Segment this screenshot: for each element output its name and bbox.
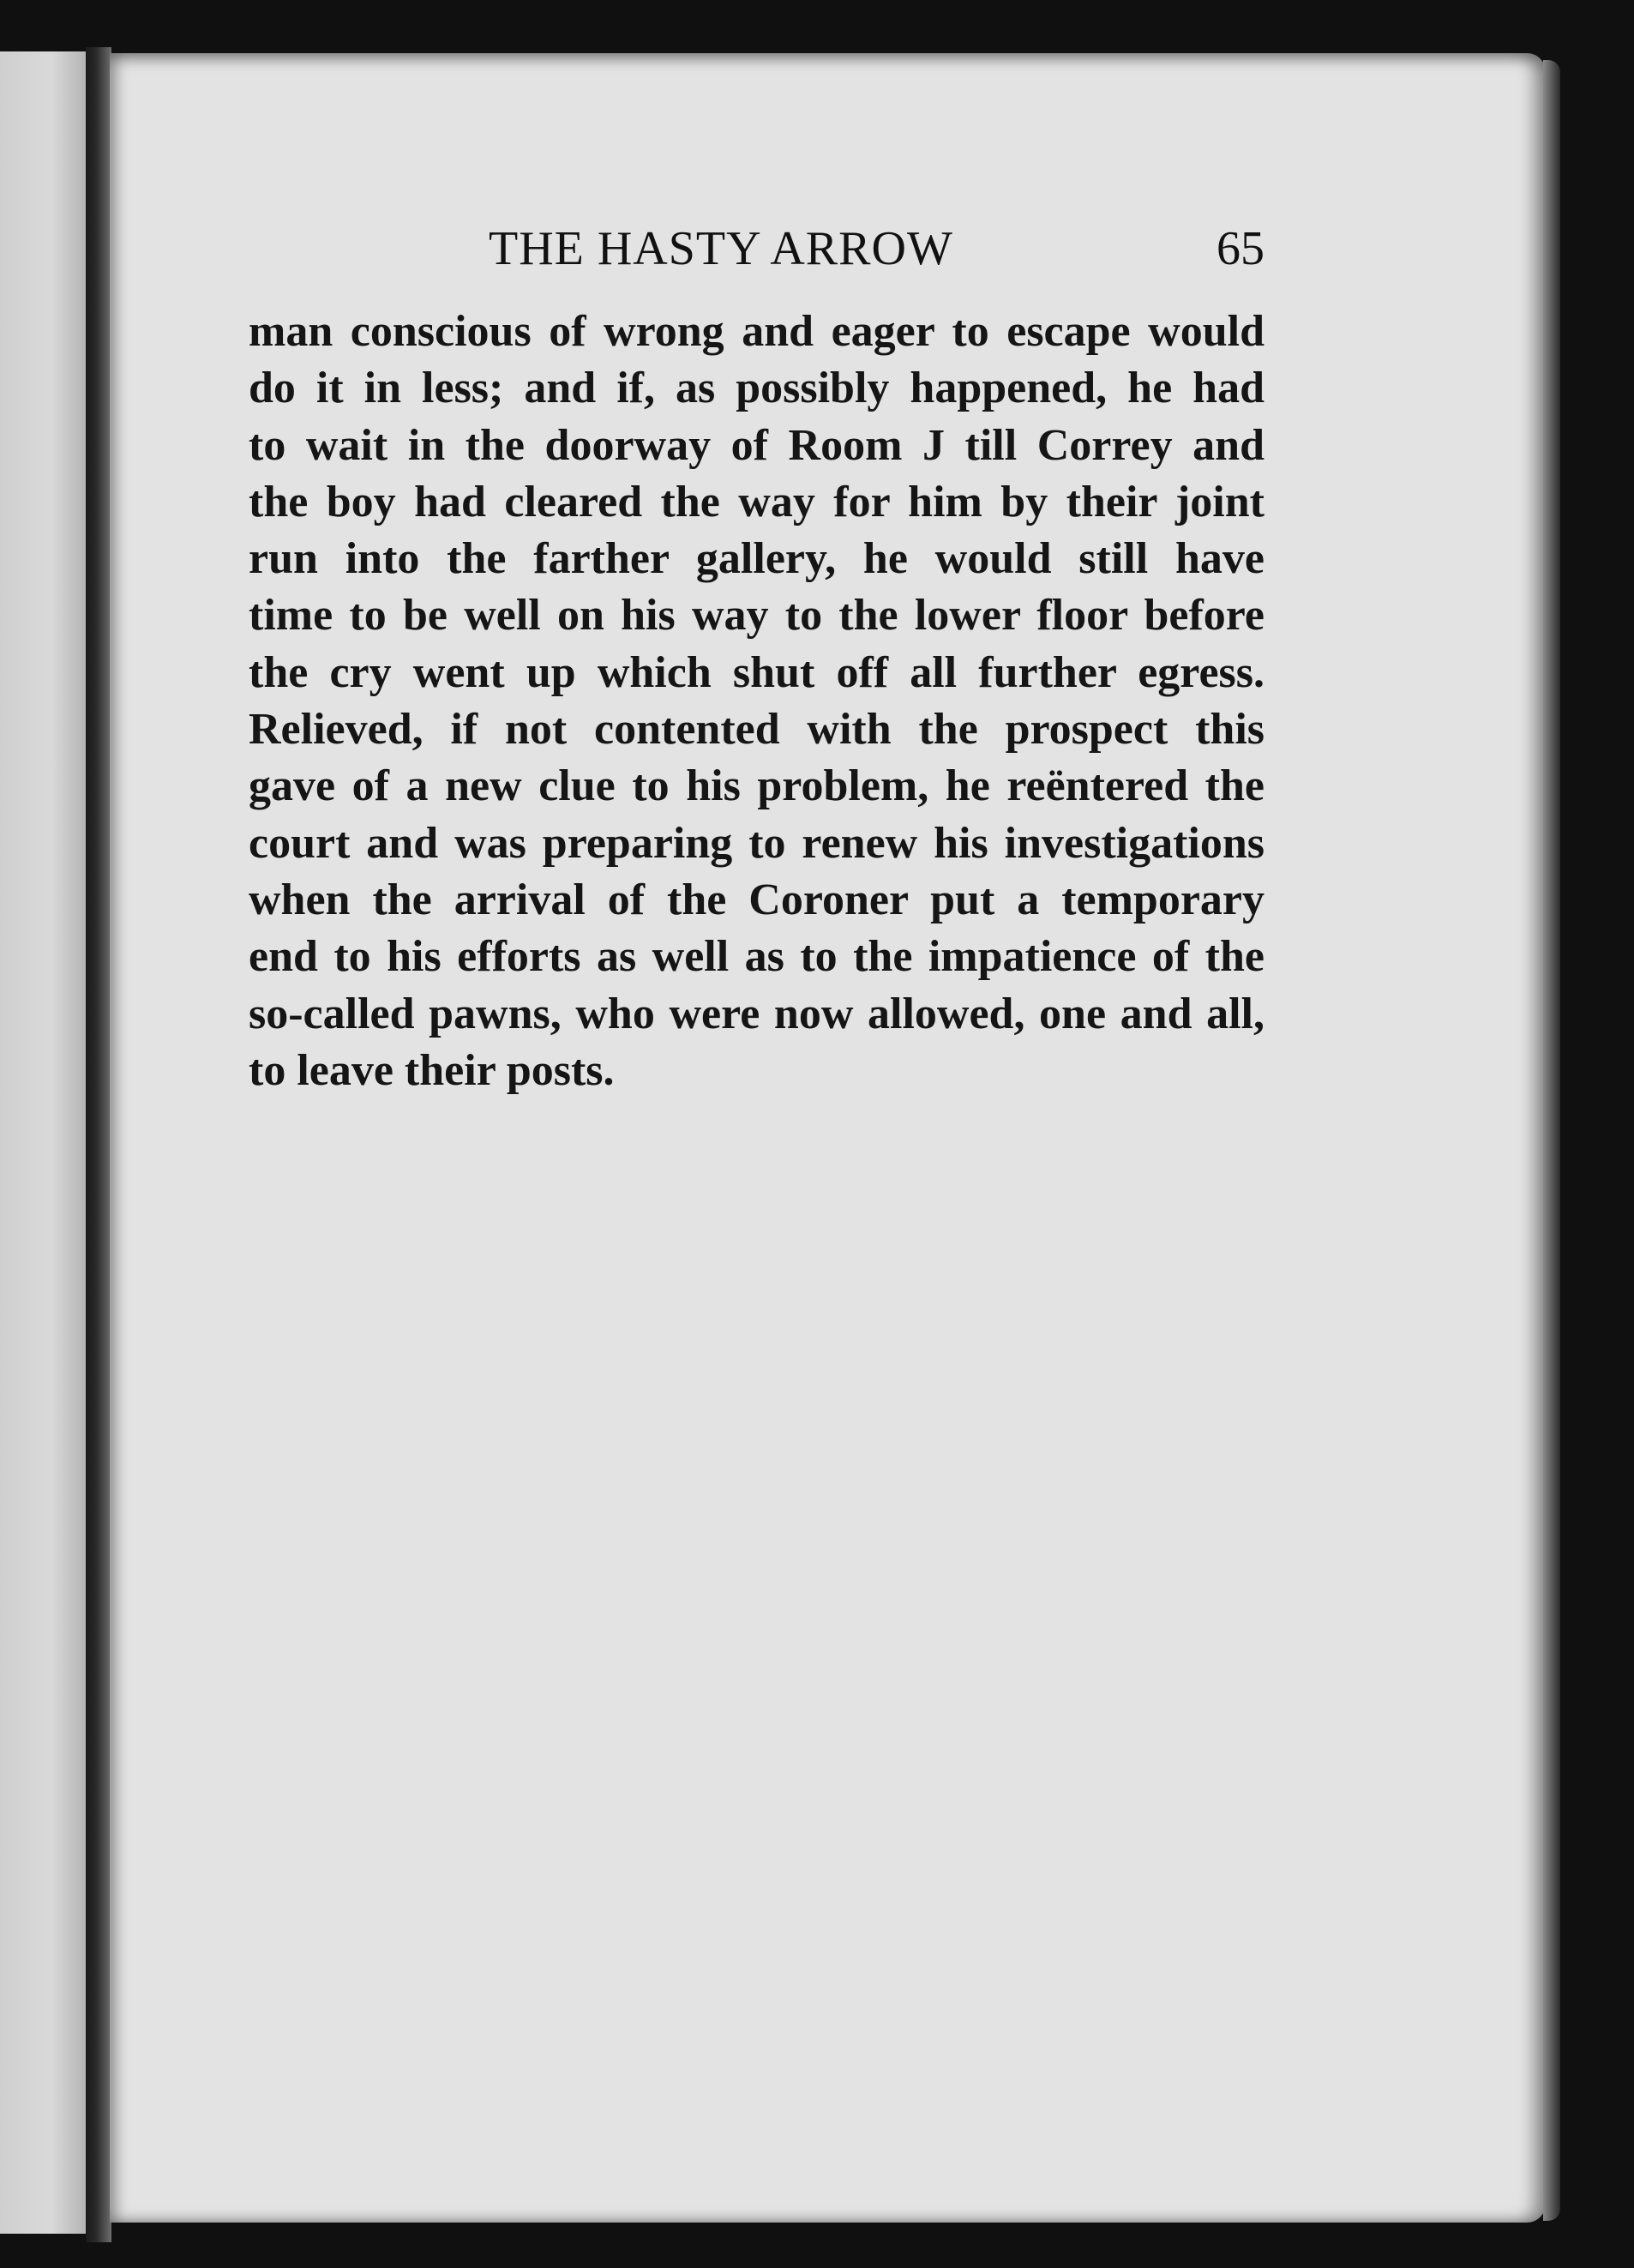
page-edge-shadow <box>1543 60 1560 2221</box>
text-line-last: to leave their posts. <box>249 1045 615 1095</box>
text-line: the cry went up which shut off all further egress. <box>249 647 1265 697</box>
text-line: the boy had cleared the way for him by their joint <box>249 477 1265 526</box>
text-line: run into the farther gallery, he would still have <box>249 534 1265 584</box>
text-line: end to his efforts as well as to the impatience of the <box>249 932 1265 982</box>
running-title: THE HASTY ARROW <box>489 222 953 275</box>
text-line: do it in less; and if, as possibly happened, he had <box>249 364 1265 413</box>
book-gutter <box>86 47 111 2242</box>
text-line: so-called pawns, who were now allowed, one and all, <box>249 989 1265 1038</box>
body-paragraph <box>249 304 1265 1099</box>
text-line: to wait in the doorway of Room J till Correy and <box>249 420 1265 470</box>
running-head <box>249 221 1265 281</box>
text-line: man conscious of wrong and eager to escape would <box>249 307 1265 356</box>
text-line: gave of a new clue to his problem, he reëntered the <box>249 761 1265 811</box>
text-line: time to be well on his way to the lower floor before <box>249 591 1265 641</box>
text-line: Relieved, if not contented with the prospect this <box>249 705 1265 755</box>
facing-page-edge <box>0 51 86 2234</box>
text-line: court and was preparing to renew his investigations <box>249 818 1265 868</box>
text-line: when the arrival of the Coroner put a temporary <box>249 875 1265 924</box>
page-number: 65 <box>1216 222 1265 275</box>
